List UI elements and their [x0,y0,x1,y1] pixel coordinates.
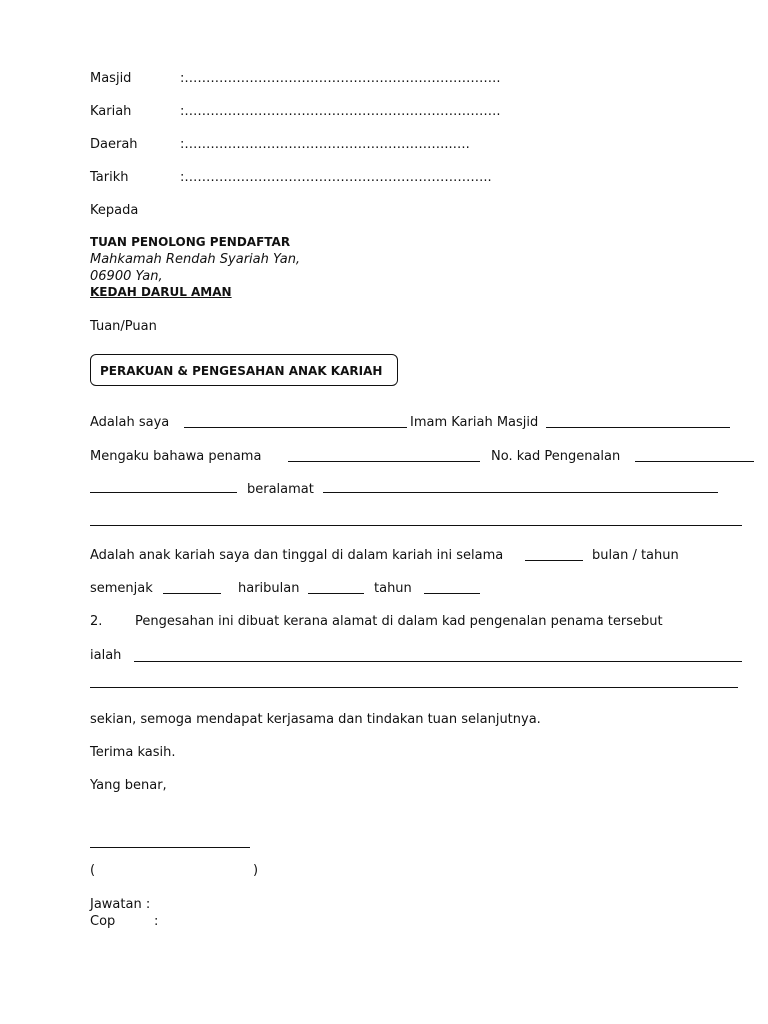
sekian-text: sekian, semoga mendapat kerjasama dan tindakan tuan selanjutnya. [90,712,541,727]
recipient-title: TUAN PENOLONG PENDAFTAR [90,235,291,249]
name-open-paren: ( [90,863,96,878]
semenjak-blank [163,593,221,594]
alamat-blank-2 [90,525,742,526]
cop-label: Cop [90,914,116,929]
jawatan-label: Jawatan : [90,897,151,912]
no-kad-blank-cont [90,492,237,493]
haribulan-label: haribulan [238,581,300,596]
field-label-masjid: Masjid [90,71,132,86]
subject-title: PERAKUAN & PENGESAHAN ANAK KARIAH [100,364,383,378]
cop-colon: : [154,914,159,929]
para2-text: Pengesahan ini dibuat kerana alamat di dalam kad pengenalan penama tersebut [135,614,663,629]
ialah-blank-1 [134,661,742,662]
masjid-name-blank [546,427,730,428]
field-label-tarikh: Tarikh [90,170,129,185]
alamat-blank-1 [323,492,718,493]
ialah-blank-2 [90,687,738,688]
recipient-line1: Mahkamah Rendah Syariah Yan, [90,252,301,267]
adalah-saya-label: Adalah saya [90,415,170,430]
subject-box [90,354,398,386]
recipient-line2: 06900 Yan, [90,269,163,284]
salutation: Tuan/Puan [90,319,157,334]
semenjak-label: semenjak [90,581,153,596]
mengaku-label: Mengaku bahawa penama [90,449,262,464]
kepada-label: Kepada [90,203,139,218]
beralamat-label: beralamat [247,482,314,497]
imam-kariah-label: Imam Kariah Masjid [410,415,539,430]
para2-number: 2. [90,614,103,629]
anak-kariah-text: Adalah anak kariah saya dan tinggal di dalam kariah ini selama [90,548,504,563]
field-label-kariah: Kariah [90,104,132,119]
no-kad-blank [635,461,754,462]
name-close-paren: ) [253,863,259,878]
imam-name-blank [184,427,407,428]
terima-kasih-text: Terima kasih. [90,745,176,760]
field-value-masjid: :………………………………………………………………. [180,71,501,86]
field-value-kariah: :………………………………………………………………. [180,104,501,119]
field-value-daerah: :……………………………………………………..…. [180,137,470,152]
tahun-label: tahun [374,581,412,596]
bulan-tahun-label: bulan / tahun [592,548,679,563]
field-value-tarikh: :…………………………………………………………….. [180,170,492,185]
no-kad-label: No. kad Pengenalan [491,449,621,464]
haribulan-blank [308,593,364,594]
field-label-daerah: Daerah [90,137,138,152]
yang-benar-text: Yang benar, [90,778,167,793]
tahun-blank [424,593,480,594]
recipient-line3: KEDAH DARUL AMAN [90,285,232,299]
tempoh-blank [525,560,583,561]
signature-line [90,847,250,848]
ialah-label: ialah [90,648,122,663]
penama-blank [288,461,480,462]
